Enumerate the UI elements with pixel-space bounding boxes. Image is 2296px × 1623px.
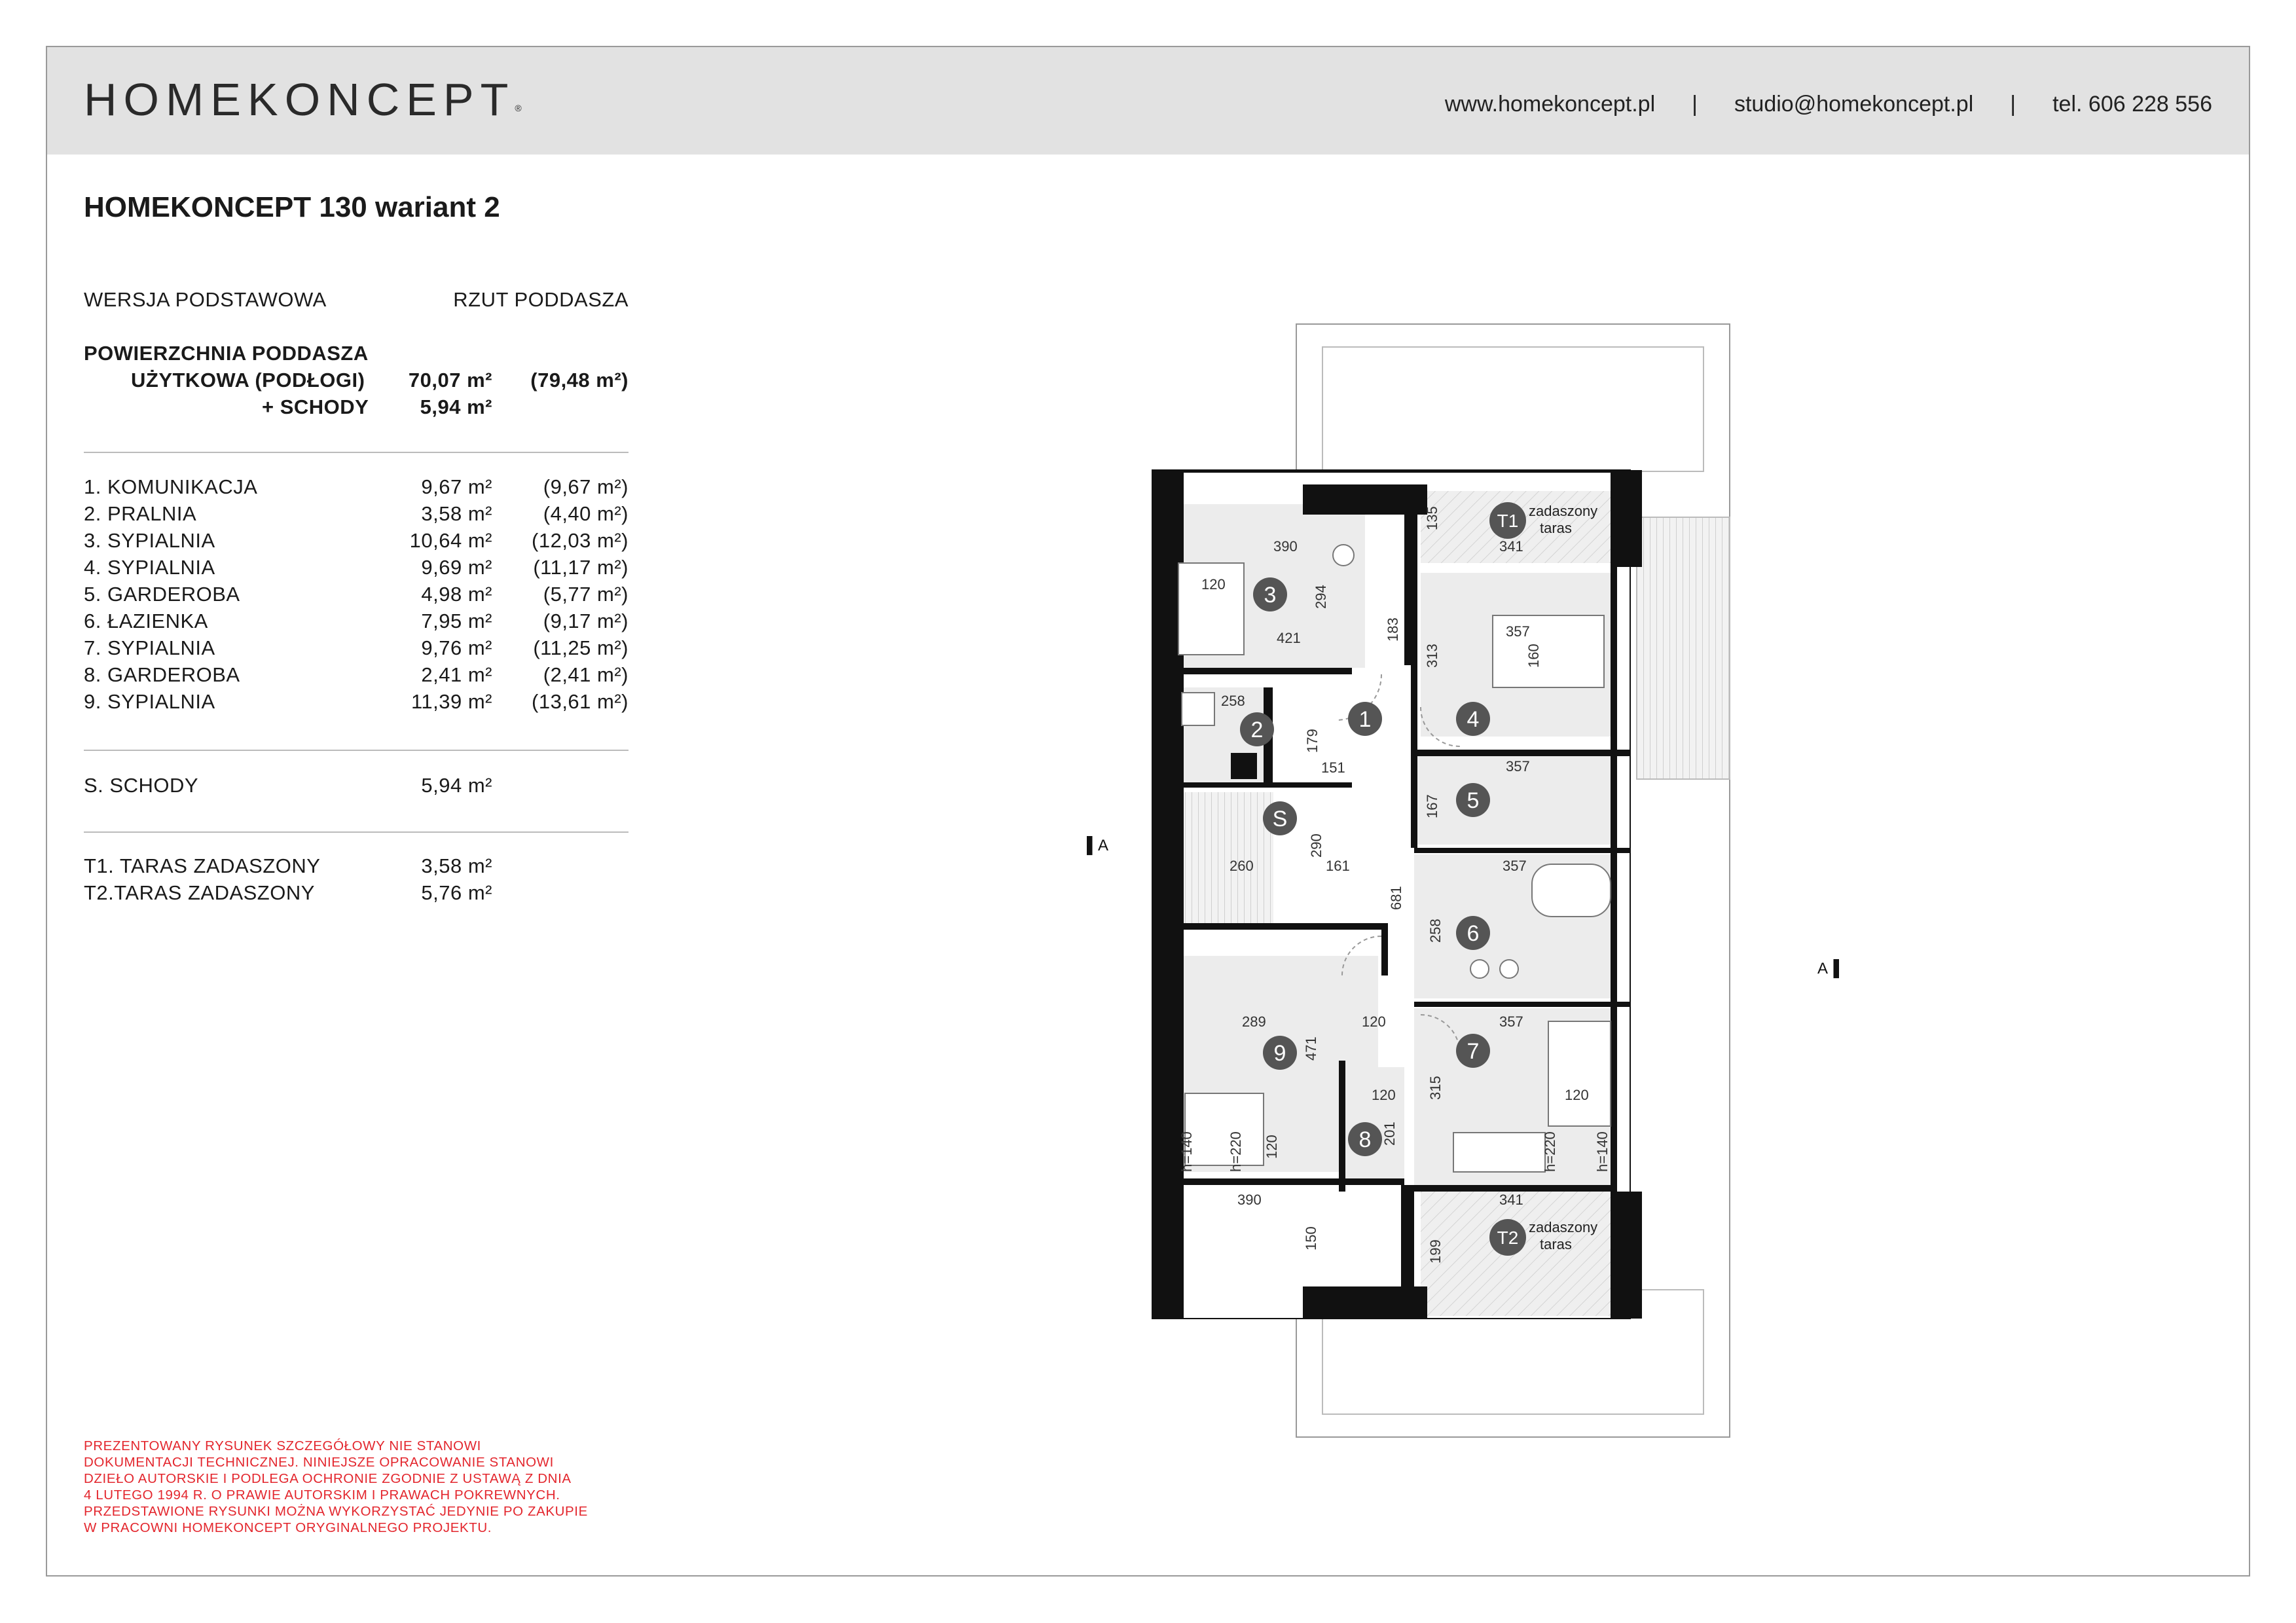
list-item: 3. SYPIALNIA 10,64 m² (12,03 m²) bbox=[84, 529, 629, 552]
separator: | bbox=[1692, 92, 1698, 117]
room-marker-9 bbox=[1263, 1036, 1297, 1070]
svg-text:151: 151 bbox=[1321, 759, 1345, 776]
svg-text:taras: taras bbox=[1540, 520, 1572, 536]
wall bbox=[1611, 567, 1617, 1192]
svg-text:471: 471 bbox=[1303, 1036, 1319, 1061]
bed bbox=[1185, 1093, 1264, 1165]
version-label: WERSJA PODSTAWOWA bbox=[84, 288, 327, 311]
wall bbox=[1381, 923, 1388, 976]
list-item: 9. SYPIALNIA 11,39 m² (13,61 m²) bbox=[84, 690, 629, 713]
section-marker-left: ▌A bbox=[1087, 837, 1109, 854]
svg-text:7: 7 bbox=[1467, 1039, 1480, 1064]
email-link[interactable]: studio@homekoncept.pl bbox=[1734, 92, 1974, 117]
svg-text:313: 313 bbox=[1424, 644, 1440, 668]
logo: HOMEKONCEPT® bbox=[84, 74, 522, 125]
section-marker-right: A▐ bbox=[1817, 960, 1840, 977]
svg-text:390: 390 bbox=[1273, 538, 1298, 555]
wall bbox=[1339, 1061, 1345, 1192]
svg-text:289: 289 bbox=[1242, 1013, 1266, 1030]
wall bbox=[1414, 848, 1630, 853]
room-marker-5 bbox=[1456, 783, 1490, 817]
svg-text:315: 315 bbox=[1427, 1076, 1444, 1100]
svg-text:357: 357 bbox=[1503, 858, 1527, 874]
list-item: T1. TARAS ZADASZONY 3,58 m² bbox=[84, 854, 492, 877]
wall bbox=[1152, 470, 1630, 473]
divider bbox=[84, 452, 629, 453]
wall bbox=[1401, 1185, 1414, 1290]
list-item: 2. PRALNIA 3,58 m² (4,40 m²) bbox=[84, 502, 629, 525]
svg-text:681: 681 bbox=[1388, 886, 1404, 910]
washbasin bbox=[1500, 960, 1518, 978]
wall bbox=[1611, 1192, 1642, 1319]
svg-text:341: 341 bbox=[1499, 538, 1523, 555]
svg-text:161: 161 bbox=[1326, 858, 1350, 874]
room-marker-1 bbox=[1348, 702, 1382, 736]
list-item: 1. KOMUNIKACJA 9,67 m² (9,67 m²) bbox=[84, 475, 629, 498]
wall bbox=[1175, 668, 1352, 674]
room-marker-7 bbox=[1456, 1034, 1490, 1068]
room-marker-8 bbox=[1348, 1122, 1382, 1156]
svg-text:199: 199 bbox=[1427, 1239, 1444, 1264]
svg-text:120: 120 bbox=[1362, 1013, 1386, 1030]
svg-text:zadaszony: zadaszony bbox=[1529, 503, 1598, 519]
list-item: T2.TARAS ZADASZONY 5,76 m² bbox=[84, 881, 492, 904]
svg-text:T1: T1 bbox=[1497, 511, 1519, 531]
svg-text:290: 290 bbox=[1308, 833, 1324, 858]
wall bbox=[1175, 1178, 1404, 1185]
roof-side-right bbox=[1637, 517, 1730, 779]
svg-text:258: 258 bbox=[1427, 919, 1444, 943]
list-item: 6. ŁAZIENKA 7,95 m² (9,17 m²) bbox=[84, 610, 629, 632]
svg-text:5: 5 bbox=[1467, 788, 1480, 813]
desk bbox=[1453, 1133, 1545, 1172]
divider bbox=[84, 750, 629, 751]
room-marker-3 bbox=[1253, 577, 1287, 611]
svg-text:8: 8 bbox=[1358, 1127, 1372, 1152]
list-item: 8. GARDEROBA 2,41 m² (2,41 m²) bbox=[84, 663, 629, 686]
svg-text:357: 357 bbox=[1506, 758, 1530, 775]
divider bbox=[84, 831, 629, 833]
svg-text:135: 135 bbox=[1424, 506, 1440, 530]
svg-text:167: 167 bbox=[1424, 794, 1440, 818]
svg-text:h=220: h=220 bbox=[1228, 1131, 1244, 1172]
svg-text:9: 9 bbox=[1273, 1041, 1286, 1066]
wall bbox=[1414, 750, 1630, 756]
svg-text:258: 258 bbox=[1221, 693, 1245, 709]
page-title: HOMEKONCEPT 130 wariant 2 bbox=[84, 191, 500, 223]
svg-text:120: 120 bbox=[1372, 1087, 1396, 1103]
bathtub bbox=[1532, 864, 1611, 917]
svg-text:120: 120 bbox=[1264, 1135, 1280, 1159]
svg-text:S: S bbox=[1272, 807, 1288, 831]
svg-text:179: 179 bbox=[1304, 729, 1321, 753]
svg-text:h=140: h=140 bbox=[1594, 1131, 1611, 1172]
roof-inner-top bbox=[1322, 347, 1704, 471]
room-marker-2 bbox=[1240, 712, 1274, 746]
svg-text:201: 201 bbox=[1381, 1122, 1398, 1146]
website-link[interactable]: www.homekoncept.pl bbox=[1444, 92, 1656, 117]
svg-text:294: 294 bbox=[1313, 585, 1329, 609]
svg-text:120: 120 bbox=[1565, 1087, 1589, 1103]
svg-text:taras: taras bbox=[1540, 1236, 1572, 1252]
terrace-marker-t2 bbox=[1489, 1219, 1526, 1256]
svg-text:390: 390 bbox=[1237, 1192, 1262, 1208]
svg-text:h=140: h=140 bbox=[1178, 1131, 1195, 1172]
wall bbox=[1408, 1185, 1617, 1192]
svg-text:421: 421 bbox=[1277, 630, 1301, 646]
svg-text:120: 120 bbox=[1201, 576, 1226, 593]
svg-text:160: 160 bbox=[1525, 644, 1542, 668]
wall bbox=[1611, 470, 1642, 567]
svg-text:260: 260 bbox=[1230, 858, 1254, 874]
wall bbox=[1175, 923, 1385, 930]
bed bbox=[1548, 1021, 1611, 1126]
svg-text:357: 357 bbox=[1499, 1013, 1523, 1030]
room-marker-6 bbox=[1456, 916, 1490, 950]
stairs-area bbox=[1175, 792, 1273, 930]
disclaimer: PREZENTOWANY RYSUNEK SZCZEGÓŁOWY NIE STANOWI DOKUMENTACJI TECHNICZNEJ. NINIEJSZE OPRACOWANIE STANOWI DZIEŁO AUTORSKIE I PODLEGA OCHRONIE ZGODNIE Z USTAWĄ Z DNIA 4 LUTEGO 1994 R. O PRAWIE AUTORSKIM I PRAWACH POKREWNYCH. PRZEDSTAWIONE RYSUNKI MOŻNA WYKORZYSTAĆ JEDYNIE PO ZAKUPIE W PRACOWNI HOMEKONCEPT ORYGINALNEGO PROJEKTU. bbox=[84, 1438, 588, 1535]
separator: | bbox=[2010, 92, 2016, 117]
room-marker-4 bbox=[1456, 702, 1490, 736]
svg-text:6: 6 bbox=[1467, 921, 1480, 946]
washbasin bbox=[1470, 960, 1489, 978]
washing-machine bbox=[1231, 753, 1257, 779]
svg-text:h=220: h=220 bbox=[1542, 1131, 1558, 1172]
svg-text:2: 2 bbox=[1250, 718, 1264, 742]
svg-text:341: 341 bbox=[1499, 1192, 1523, 1208]
wall bbox=[1411, 750, 1417, 848]
terrace-marker-t1 bbox=[1489, 502, 1526, 539]
contact-info bbox=[1445, 92, 2212, 117]
list-item: 7. SYPIALNIA 9,76 m² (11,25 m²) bbox=[84, 636, 629, 659]
list-item: 5. GARDEROBA 4,98 m² (5,77 m²) bbox=[84, 583, 629, 606]
wall bbox=[1404, 515, 1417, 665]
plan-label: RZUT PODDASZA bbox=[453, 288, 629, 311]
phone-link[interactable]: tel. 606 228 556 bbox=[2052, 92, 2212, 117]
wall bbox=[1303, 484, 1427, 515]
svg-text:T2: T2 bbox=[1497, 1228, 1519, 1248]
room-marker-s bbox=[1263, 801, 1297, 835]
floor-plan bbox=[1074, 321, 1794, 1447]
svg-text:4: 4 bbox=[1467, 707, 1480, 732]
svg-text:357: 357 bbox=[1506, 623, 1530, 640]
wall bbox=[1303, 1286, 1427, 1318]
svg-text:zadaszony: zadaszony bbox=[1529, 1219, 1598, 1235]
svg-text:183: 183 bbox=[1385, 617, 1401, 642]
svg-text:1: 1 bbox=[1358, 707, 1372, 732]
washing-machine bbox=[1182, 693, 1214, 725]
wall bbox=[1414, 1002, 1630, 1007]
list-item: 4. SYPIALNIA 9,69 m² (11,17 m²) bbox=[84, 556, 629, 579]
svg-text:150: 150 bbox=[1303, 1226, 1319, 1250]
toilet bbox=[1333, 545, 1354, 566]
svg-text:3: 3 bbox=[1264, 583, 1277, 608]
